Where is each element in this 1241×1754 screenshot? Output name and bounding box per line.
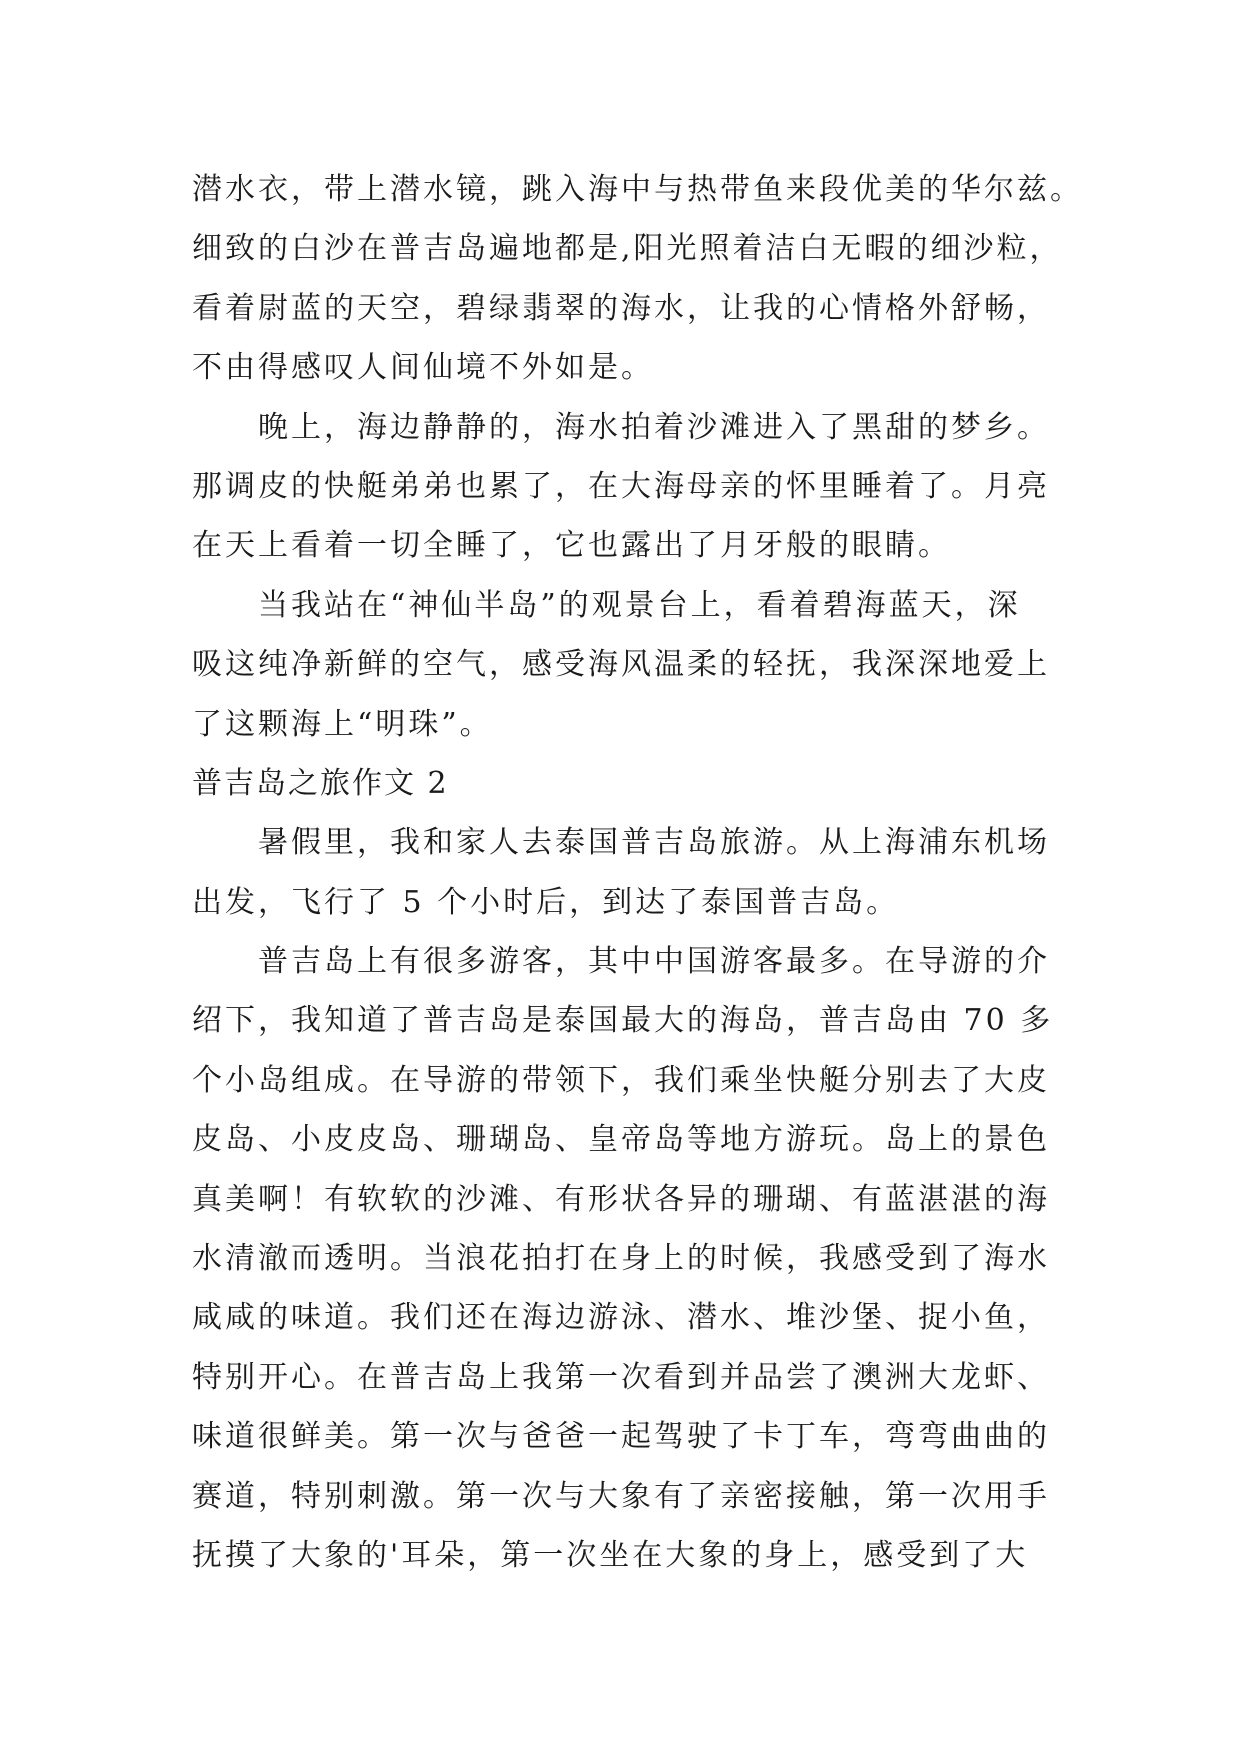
- text-line: 抚摸了大象的'耳朵，第一次坐在大象的身上，感受到了大: [192, 1537, 1029, 1573]
- paragraph-first-line: 当我站在“神仙半岛”的观景台上，看着碧海蓝天，深: [258, 587, 1021, 623]
- text-line: 味道很鲜美。第一次与爸爸一起驾驶了卡丁车，弯弯曲曲的: [192, 1419, 1050, 1455]
- section-heading: 普吉岛之旅作文 2: [192, 765, 449, 801]
- text-line: 特别开心。在普吉岛上我第一次看到并品尝了澳洲大龙虾、: [192, 1359, 1050, 1395]
- text-line: 潜水衣，带上潜水镜，跳入海中与热带鱼来段优美的华尔兹。: [192, 172, 1083, 207]
- text-line: 看着尉蓝的天空，碧绿翡翠的海水，让我的心情格外舒畅，: [192, 290, 1050, 326]
- text-line: 了这颗海上“明珠”。: [192, 706, 493, 742]
- paragraph-first-line: 普吉岛上有很多游客，其中中国游客最多。在导游的介: [258, 944, 1050, 980]
- text-line: 不由得感叹人间仙境不外如是。: [192, 350, 654, 386]
- text-line: 水清澈而透明。当浪花拍打在身上的时候，我感受到了海水: [192, 1241, 1050, 1277]
- text-line: 出发，飞行了 5 个小时后，到达了泰国普吉岛。: [192, 884, 900, 920]
- document-body: [192, 160, 1092, 1585]
- text-line: 皮岛、小皮皮岛、珊瑚岛、皇帝岛等地方游玩。岛上的景色: [192, 1122, 1050, 1158]
- text-line: 真美啊！有软软的沙滩、有形状各异的珊瑚、有蓝湛湛的海: [192, 1181, 1050, 1217]
- text-line: 那调皮的快艇弟弟也累了，在大海母亲的怀里睡着了。月亮: [192, 468, 1050, 504]
- text-line: 细致的白沙在普吉岛遍地都是,阳光照着洁白无暇的细沙粒，: [192, 231, 1063, 267]
- text-line: 在天上看着一切全睡了，它也露出了月牙般的眼睛。: [192, 528, 951, 564]
- text-line: 赛道，特别刺激。第一次与大象有了亲密接触，第一次用手: [192, 1478, 1050, 1514]
- paragraph-first-line: 晚上，海边静静的，海水拍着沙滩进入了黑甜的梦乡。: [258, 409, 1050, 445]
- text-line: 个小岛组成。在导游的带领下，我们乘坐快艇分别去了大皮: [192, 1062, 1050, 1098]
- paragraph-first-line: 暑假里，我和家人去泰国普吉岛旅游。从上海浦东机场: [258, 825, 1050, 861]
- text-line: 吸这纯净新鲜的空气，感受海风温柔的轻抚，我深深地爱上: [192, 647, 1050, 683]
- text-line: 绍下，我知道了普吉岛是泰国最大的海岛，普吉岛由 70 多: [192, 1003, 1054, 1039]
- text-line: 咸咸的味道。我们还在海边游泳、潜水、堆沙堡、捉小鱼，: [192, 1300, 1050, 1336]
